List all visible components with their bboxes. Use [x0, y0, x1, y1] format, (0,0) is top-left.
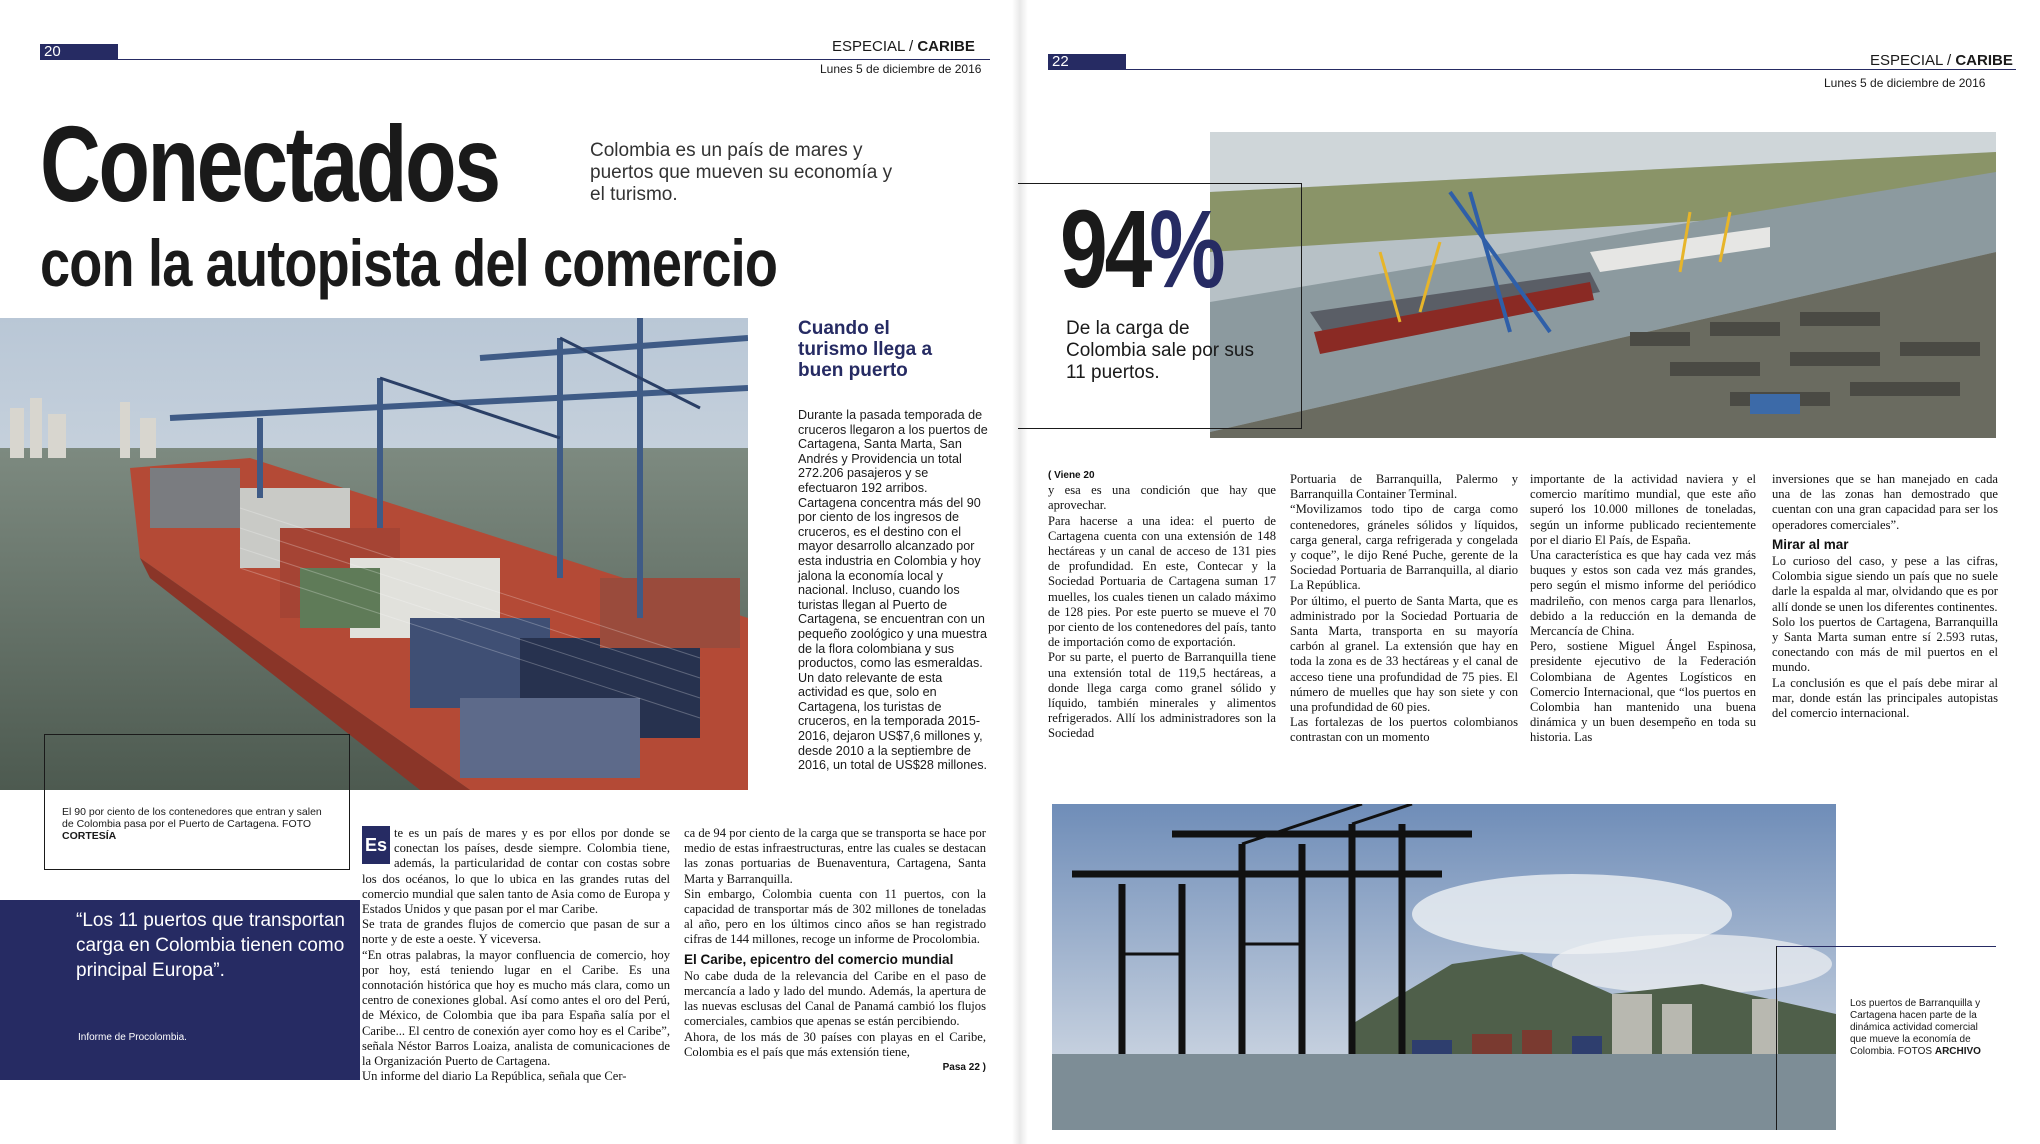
sidebar-title: Cuando el turismo llega a buen puerto — [798, 318, 933, 381]
subheading: Mirar al mar — [1772, 536, 1849, 552]
body-column-r3: importante de la actividad naviera y el comercio marítimo mundial, que este año superó los 10.000 millones de toneladas, según un informe publicado recientemente por el diario El País, de España. Una característica es que hay cada vez más buques y estos son cada vez más grandes, pero según el mismo informe del periódico madrileño, con menos carga para llenarlos, debido a la reducción en la demanda de Mercancía de China. Pero, sostiene Miguel Ángel Espinosa, presidente ejecutivo de la Federación Colombiana de Agentes Logísticos en Comercio Internacional, que “los puertos en Colombia han mantenido una buena dinámica y un buen desempeño en toda su historia. Las — [1530, 472, 1756, 745]
pull-quote: “Los 11 puertos que transportan carga en Colombia tienen como principal Europa”. — [76, 910, 345, 981]
pull-quote-box — [0, 900, 360, 1080]
page-number: 22 — [1048, 54, 1126, 70]
headline-line1: Conectados — [40, 103, 499, 224]
crane-photo — [1052, 804, 1836, 1130]
body-column-r1: ( Viene 20 y esa es una condición que hay que aprovechar. Para hacerse a una idea: el puerto de Cartagena cuenta con una extensión de 148 hectáreas y un canal de acceso de 131 pies de profundidad. En este, Contecar y la Sociedad Portuaria de Cartagena suman 17 muelles, los cuales tienen un calado máximo de 128 pies. Por este puerto se mueve el 70 por ciento de los contenedores del país, tanto de importación como de exportación. Por su parte, el puerto de Barranquilla tiene una extensión total de 119,5 hectáreas, a donde llega carga como granel sólido y líquido, también minerales y alimentos refrigerados. Allí los administradores son la Sociedad — [1048, 470, 1276, 741]
page-number: 20 — [40, 44, 118, 60]
quote-source: Informe de Procolombia. — [78, 1032, 187, 1043]
stat-caption: De la carga de Colombia sale por sus 11 puertos. — [1066, 318, 1254, 383]
photo-caption: Los puertos de Barranquilla y Cartagena hacen parte de la dinámica actividad comercial que mueve la economía de Colombia. FOTOS ARCHIVO — [1850, 998, 1981, 1057]
port-photo — [0, 318, 748, 790]
issue-date: Lunes 5 de diciembre de 2016 — [1824, 76, 1986, 90]
section-label: ESPECIAL / CARIBE — [832, 38, 975, 55]
header-rule — [1126, 69, 2016, 70]
issue-date: Lunes 5 de diciembre de 2016 — [820, 62, 982, 76]
sidebar-text: Durante la pasada temporada de cruceros llegaron a los puertos de Cartagena, Santa Marta, San Andrés y Providencia un total 272.206 pasajeros y se efectuaron 192 arribos. Cartagena concentra más del 90 por ciento de los ingresos de cruceros, es el destino con el mayor desarrollo alcanzado por esta industria en Colombia y hoy jalona la economía local y nacional. Incluso, cuando los turistas llegan al Puerto de Cartagena, se encuentran con un pequeño zoológico y una muestra de la flora colombiana y sus productos, como las esmeraldas. Un dato relevante de esta actividad es que, solo en Cartagena, los turistas de cruceros, en la temporada 2015-2016, dejaron US$7,6 millones y, desde 2010 a la septiembre de 2016, un total de US$28 millones. — [798, 408, 988, 773]
headline-line2: con la autopista del comercio — [40, 226, 778, 300]
continued-marker: Pasa 22 ) — [942, 1062, 986, 1074]
header-rule — [118, 59, 990, 60]
continued-from: ( Viene 20 — [1048, 470, 1095, 481]
deck-text: Colombia es un país de mares y puertos que mueven su economía y el turismo. — [590, 140, 893, 205]
body-column-2: ca de 94 por ciento de la carga que se transporta se hace por medio de estas infraestructuras, entre las cuales se destacan las zonas portuarias de Buenaventura, Cartagena, Santa Marta y Barranquilla. Sin embargo, Colombia cuenta con 11 puertos, con la capacidad de transportar más de 302 millones de toneladas al año, pero en los últimos cinco años se han registrado cifras de 144 millones, recoge un informe de Procolombia. El Caribe, epicentro del comercio mundial No cabe duda de la relevancia del Caribe en el paso de mercancía a lado y lado del mundo. Además, la apertura de las nuevas esclusas del Canal de Panamá cambió los flujos comerciales, cambios que apenas se están percibiendo. Ahora, de los más de 30 países con playas en el Caribe, Colombia es el país que más extensión tiene, Pasa 22 ) — [684, 826, 986, 1075]
stat-number: 94% — [1060, 188, 1223, 311]
port-aerial-photo — [1210, 132, 1996, 438]
drop-cap: Es — [362, 826, 390, 864]
photo-caption: El 90 por ciento de los contenedores que entran y salen de Colombia pasa por el Puerto de Cartagena. FOTO CORTESÍA — [62, 806, 322, 842]
caption-divider — [1776, 946, 1777, 1130]
body-column-1: Es te es un país de mares y es por ellos por donde se conectan los países, desde siempre. Colombia tiene, además, la particularidad de contar con costas sobre los dos océanos, lo que lo ubica en las grandes rutas del comercio mundial que salen tanto de Asia como de Europa y Estados Unidos y que pasan por el mar Caribe. Se trata de grandes flujos de comercio que pasan de sur a norte y de este a oeste. Y viceversa. “En otras palabras, la mayor confluencia de comercio, hoy por hoy, está teniendo lugar en el Caribe. Es una connotación histórica que hoy es mucho más clara, como un centro de conexiones global. Así como antes el oro del Perú, de México, de Colombia que iba para España salía por el Caribe... El centro de conexión ayer como hoy es el Caribe”, señala Néstor Barros Loaiza, analista de comunicaciones de la Organización Puerto de Cartagena. Un informe del diario La República, señala que Cer- — [362, 826, 670, 1084]
body-column-r4: inversiones que se han manejado en cada una de las zonas han demostrado que cuentan con una gran capacidad para ser los operadores comerciales”. Mirar al mar Lo curioso del caso, y pese a las cifras, Colombia sigue siendo un país que no suele darle la espalda al mar, olvidando que es por allí donde se unen los diferentes continentes. Solo los puertos de Cartagena, Barranquilla y Santa Marta suman entre sí 2.593 rutas, conectando con más de mil puertos en el mundo. La conclusión es que el país debe mirar al mar, donde están las principales autopistas del comercio internacional. — [1772, 472, 1998, 721]
caption-rule — [1776, 946, 1996, 947]
body-column-r2: Portuaria de Barranquilla, Palermo y Barranquilla Container Terminal. “Movilizamos todo tipo de carga como contenedores, gráneles sólidos y líquidos, carga general, carga refrigerada y congelada y coque”, le dijo René Puche, gerente de la Sociedad Portuaria de Barranquilla, al diario La República. Por último, el puerto de Santa Marta, que es administrado por la Sociedad Portuaria de Santa Marta, transporta en su mayoría carbón al granel. La extensión que hay en toda la zona es de 33 hectáreas y el canal de acceso tiene una profundidad de 75 pies. El número de muelles que hay son siete y con una profundidad de 60 pies. Las fortalezas de los puertos colombianos contrastan con un momento — [1290, 472, 1518, 745]
subheading: El Caribe, epicentro del comercio mundial — [684, 951, 954, 967]
caption-frame — [44, 734, 350, 870]
section-label: ESPECIAL / CARIBE — [1870, 52, 2013, 69]
